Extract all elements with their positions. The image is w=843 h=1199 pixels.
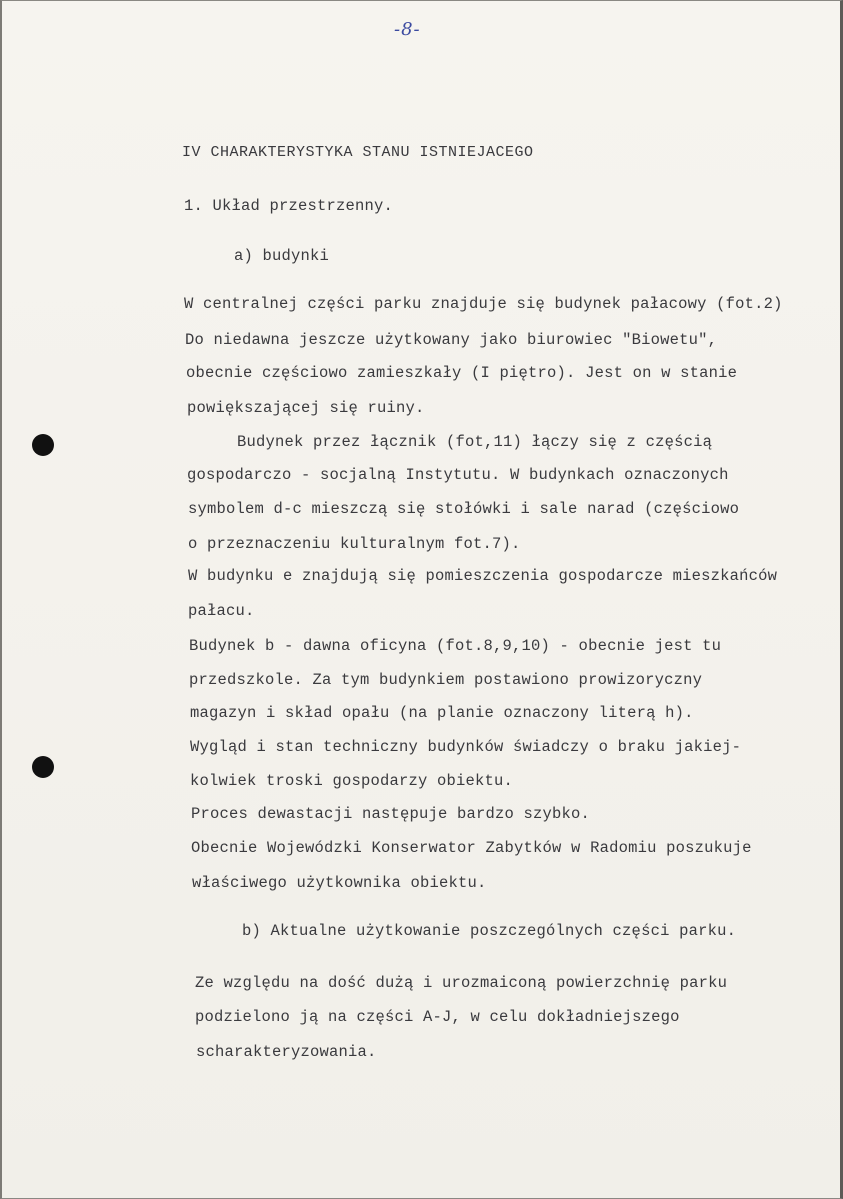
text-line: kolwiek troski gospodarzy obiektu. <box>190 772 514 790</box>
text-line: obecnie częściowo zamieszkały (I piętro). Jest on w stanie <box>186 364 738 382</box>
punch-hole <box>32 756 54 778</box>
text-line: Ze względu na dość dużą i urozmaiconą powierzchnię parku <box>195 974 728 992</box>
text-line: Obecnie Wojewódzki Konserwator Zabytków w Radomiu poszukuje <box>191 839 752 857</box>
text-line: Budynek b - dawna oficyna (fot.8,9,10) - obecnie jest tu <box>189 637 722 655</box>
subsection-b-title: b) Aktualne użytkowanie poszczególnych części parku. <box>242 922 737 940</box>
text-line: podzielono ją na części A-J, w celu dokładniejszego <box>195 1008 680 1026</box>
text-line: Proces dewastacji następuje bardzo szybko. <box>191 805 591 823</box>
text-line: magazyn i skład opału (na planie oznaczony literą h). <box>190 704 694 722</box>
text-line: Do niedawna jeszcze użytkowany jako biurowiec "Biowetu", <box>185 331 718 349</box>
text-line: przedszkole. Za tym budynkiem postawiono prowizoryczny <box>189 671 703 689</box>
text-line: Wygląd i stan techniczny budynków świadczy o braku jakiej- <box>190 738 742 756</box>
text-line: pałacu. <box>188 602 255 620</box>
page-number: -8- <box>394 19 421 40</box>
subsection-a-title: a) budynki <box>234 247 330 265</box>
text-line: scharakteryzowania. <box>196 1043 377 1061</box>
text-line: powiększającej się ruiny. <box>187 399 425 417</box>
text-line: o przeznaczeniu kulturalnym fot.7). <box>188 535 521 553</box>
punch-hole <box>32 434 54 456</box>
text-line: W centralnej części parku znajduje się budynek pałacowy (fot.2) <box>184 295 783 313</box>
text-line: właściwego użytkownika obiektu. <box>192 874 487 892</box>
text-line: W budynku e znajdują się pomieszczenia gospodarcze mieszkańców <box>188 567 778 585</box>
text-line: Budynek przez łącznik (fot,11) łączy się z częścią <box>237 433 713 451</box>
section-title: 1. Układ przestrzenny. <box>184 197 394 215</box>
text-line: symbolem d-c mieszczą się stołówki i sale narad (częściowo <box>188 500 740 518</box>
text-line: gospodarczo - socjalną Instytutu. W budynkach oznaczonych <box>187 466 729 484</box>
chapter-heading: IV CHARAKTERYSTYKA STANU ISTNIEJACEGO <box>182 144 534 161</box>
